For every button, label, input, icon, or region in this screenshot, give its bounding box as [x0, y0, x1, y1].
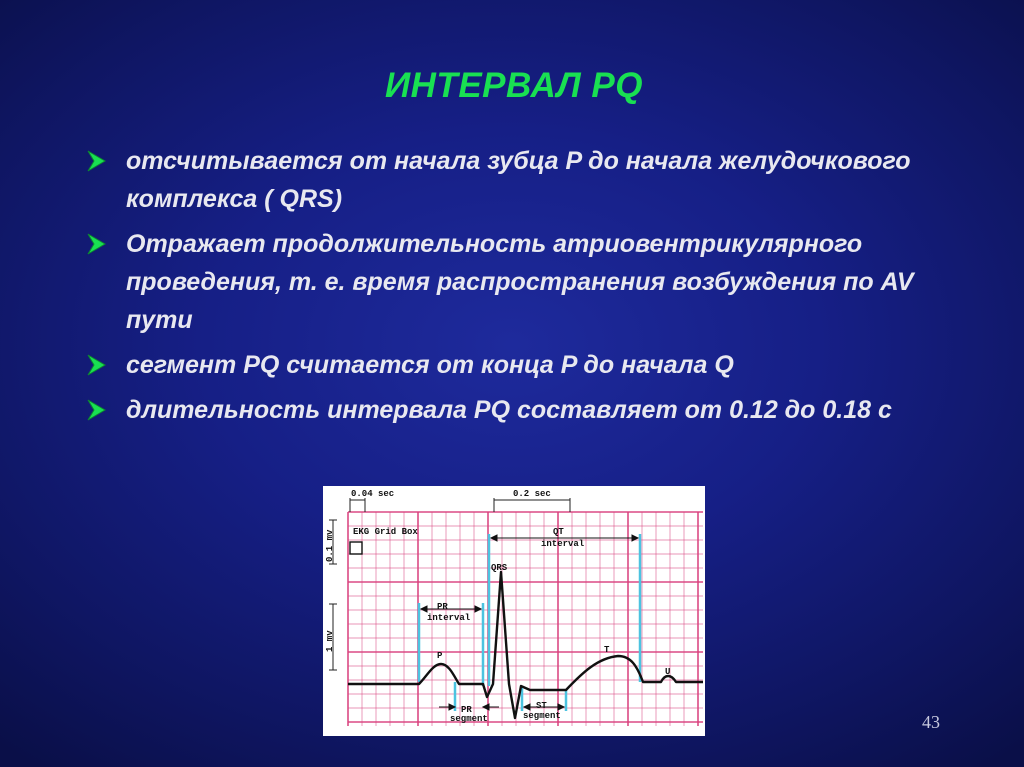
label-1-mv: 1 mv: [325, 630, 335, 652]
arrow-bullet-icon: [86, 229, 108, 259]
ekg-grid-box: [350, 542, 362, 554]
page-number: 43: [922, 712, 940, 732]
label-p-wave: P: [437, 651, 443, 661]
bullet-text: Отражает продолжительность атриовентрикулярного проведения, т. е. время распространения возбуждения по AV пути: [126, 230, 914, 334]
arrow-head: [475, 606, 481, 612]
label-pr-segment-1: PR: [461, 705, 472, 715]
ecg-diagram: [323, 486, 705, 736]
label-pr-interval-2: interval: [427, 613, 471, 623]
label-ekg-grid-box: EKG Grid Box: [353, 527, 418, 537]
ecg-grid-fine: [348, 512, 703, 726]
label-qrs: QRS: [491, 563, 508, 573]
bullet-item: [86, 142, 916, 218]
label-st-segment-2: segment: [523, 711, 561, 721]
arrow-bullet-icon: [86, 146, 108, 176]
label-0-1-mv: 0.1 mv: [325, 529, 335, 562]
label-pr-interval-1: PR: [437, 602, 448, 612]
slide-title-text: ИНТЕРВАЛ PQ: [384, 66, 643, 105]
label-0-04-sec: 0.04 sec: [351, 489, 395, 499]
label-t-wave: T: [604, 645, 610, 655]
bullet-list: [86, 142, 916, 436]
arrow-head: [421, 606, 427, 612]
ecg-trace: [348, 572, 703, 718]
arrow-head: [483, 704, 489, 710]
slide-title: [0, 66, 1024, 106]
bullet-item: [86, 391, 916, 429]
label-0-2-sec: 0.2 sec: [513, 489, 551, 499]
label-pr-segment-2: segment: [450, 714, 488, 724]
top-scale-markers: [350, 498, 570, 512]
ecg-figure: [323, 486, 705, 736]
bullet-item: [86, 346, 916, 384]
label-qt: QT: [553, 527, 564, 537]
bullet-item: [86, 225, 916, 339]
label-st-segment-1: ST: [536, 701, 547, 711]
arrow-head: [558, 704, 564, 710]
label-u-wave: U: [665, 667, 671, 677]
bullet-text: сегмент PQ считается от конца P до начала Q: [126, 351, 734, 379]
label-qt-interval: interval: [541, 539, 585, 549]
bullet-text: отсчитывается от начала зубца P до начала желудочкового комплекса ( QRS): [126, 147, 911, 213]
arrow-bullet-icon: [86, 350, 108, 380]
bullet-text: длительность интервала PQ составляет от 0.12 до 0.18 с: [126, 396, 892, 424]
arrow-head: [524, 704, 530, 710]
arrow-bullet-icon: [86, 395, 108, 425]
